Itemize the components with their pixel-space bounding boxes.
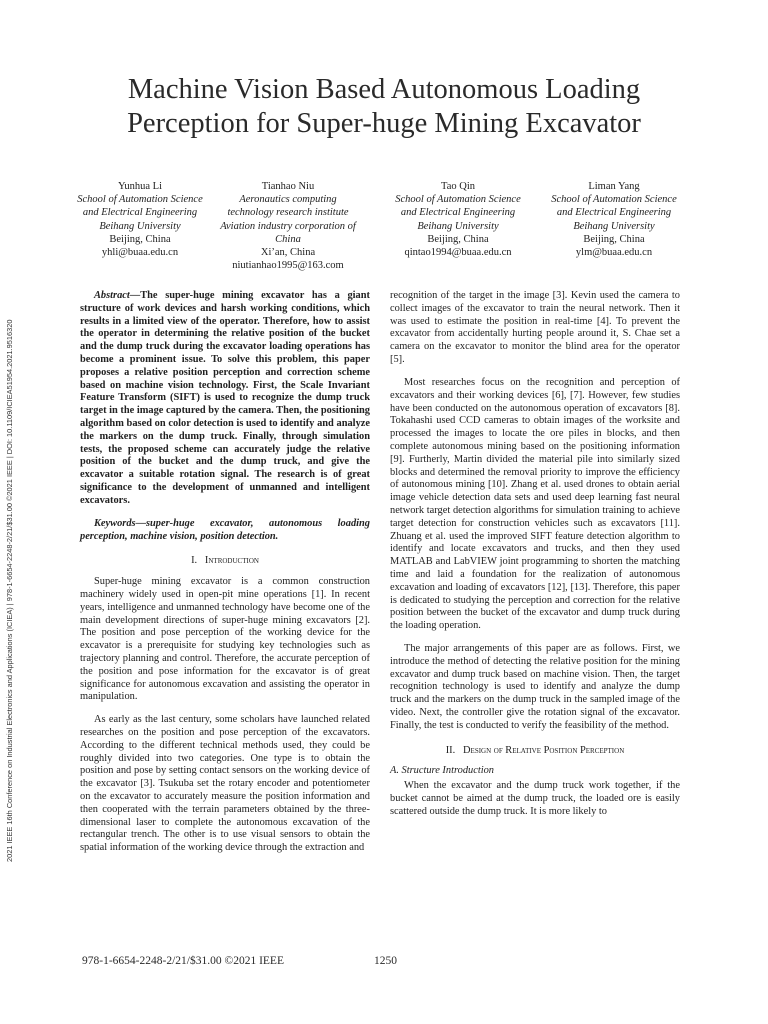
- right-column: [390, 290, 680, 829]
- body-paragraph: recognition of the target in the image [3]. Kevin used the camera to collect images of the excavator to train the neural network. Then it was used to estimate the position in real-time [4]. To prevent the excavator from accidentally hurting people around it, S. Chae set a camera on the excavator to monitor the blind area for the operator [5].: [390, 290, 680, 365]
- author-name: Liman Yang: [588, 181, 640, 192]
- abstract-text: —The super-huge mining excavator has a giant structure of work devices and harsh working conditions, which results in a limited view of the operator. Therefore, how to assist the operator in determining the relative position of the bucket and the dump truck during the excavator loading operations has become a prominent issue. To solve this problem, this paper proposes a relative position perception and correction scheme based on machine vision technology. First, the Scale Invariant Feature Transform (SIFT) is used to recognize the dump truck target in the image captured by the camera. Then, the positioning algorithm based on color detection is used to identify and analyze the markers on the dump truck. Finally, through simulation tests, the proposed scheme can accurately judge the relative position of the bucket and the dump truck, and give the excavator a suitable rotation signal. The research is of great significance to the development of unmanned and intelligent excavators.: [80, 290, 370, 506]
- page-number: 1250: [374, 955, 397, 967]
- author-name: Tao Qin: [441, 181, 475, 192]
- body-paragraph: When the excavator and the dump truck work together, if the bucket cannot be aimed at the dump truck, the loaded ore is easily scattered outside the dump truck. It is more likely to: [390, 780, 680, 817]
- author-affiliation: and Electrical Engineering: [556, 207, 672, 219]
- paper-title: [60, 73, 708, 141]
- author-name: Tianhao Niu: [261, 181, 315, 192]
- author-email[interactable]: ylm@buaa.edu.cn: [575, 247, 653, 259]
- section-title: Introduction: [204, 555, 259, 567]
- footer-copyright: 978-1-6654-2248-2/21/$31.00 ©2021 IEEE: [82, 955, 284, 967]
- author-block-4: [540, 180, 688, 259]
- author-affiliation: China: [275, 233, 301, 245]
- author-affiliation: Beihang University: [417, 220, 499, 232]
- author-affiliation: technology research institute: [227, 207, 349, 219]
- intro-paragraph-2: As early as the last century, some scholars have launched related researches on the position and pose perception of the excavators. According to the different technical methods used, they could be roughly divided into two categories. One type is to obtain the position and pose by setting contact sensors on the working device of the excavator [3]. Tsukuba set the rotary encoder and potentiometer on the excavator to accurately measure the position information and then cooperated with the terrain parameters obtained by the three-dimensional laser to complete the autonomous excavation of the rectangular trench. The other is to use visual sensors to obtain the spatial information of the working device through the extraction and: [80, 714, 370, 854]
- keywords: Keywords—super-huge excavator, autonomous loading perception, machine vision, position detection.: [80, 517, 370, 542]
- intro-paragraph-1: Super-huge mining excavator is a common construction machinery widely used in open-pit mine operations [1]. In recent years, intelligence and unmanned technology have become one of the main development directions of super-huge mining excavators [2]. The position and pose perception of the working device for the excavator is a prerequisite for studying key technologies such as trajectory planning and control. Therefore, the accurate perception of the position and pose information for the excavator is of great significance for autonomous excavation and assisting the operator in manipulation.: [80, 576, 370, 703]
- author-affiliation: Aviation industry corporation of: [220, 220, 356, 232]
- author-affiliation: and Electrical Engineering: [400, 207, 516, 219]
- body-paragraph: Most researches focus on the recognition and perception of excavators and their working devices [6], [7]. However, few studies have been conducted on the autonomous operation of excavators [8]. Tokahashi used CCD cameras to obtain images of the worksite and processed the images to locate the ore piles in blocks, and then complete autonomous mining based on the positioning information [9]. Furtherly, Martin divided the material pile into similarly sized blocks and determined the removal priority to improve the efficiency of autonomous mining [10]. Zhang et al. used drones to obtain aerial image vehicle detection data sets and used deep learning fast neural network target detection algorithms for simulation training to achieve target detection for construction vehicles such as excavators [11]. Zhuang et al. used the improved SIFT feature detection algorithm to identify and locate excavators and trucks, and then they used MATLAB and LabVIEW joint programming to shorten the matching time and laid a foundation for the realization of autonomous excavation and loading of excavators [12], [13]. Therefore, this paper is dedicated to studying the perception and correction for the relative position between the bucket of the excavator and dump truck during the loading operation.: [390, 376, 680, 632]
- subsection-heading: A. Structure Introduction: [390, 765, 494, 777]
- abstract-label: Abstract: [94, 290, 130, 301]
- sidebar-citation: 2021 IEEE 16th Conference on Industrial Electronics and Applications (ICIEA) | 978-1-6654-2248-2/21/$31.00 ©2021 IEEE | DOI: 10.1109/ICIEA51954.2021.9516320: [5, 319, 14, 862]
- author-email[interactable]: qintao1994@buaa.edu.cn: [404, 247, 512, 259]
- author-affiliation: Aeronautics computing: [239, 194, 337, 206]
- title-line-2: Perception for Super-huge Mining Excavator: [127, 108, 641, 139]
- author-location: Beijing, China: [427, 233, 489, 245]
- author-email[interactable]: niutianhao1995@163.com: [232, 260, 344, 272]
- author-affiliation: Beihang University: [573, 220, 655, 232]
- author-block-2: [214, 180, 362, 272]
- author-block-3: [384, 180, 532, 259]
- section-heading-introduction: [80, 555, 370, 568]
- title-line-1: Machine Vision Based Autonomous Loading: [127, 74, 641, 105]
- author-email[interactable]: yhli@buaa.edu.cn: [101, 247, 179, 259]
- author-affiliation: Beihang University: [99, 220, 181, 232]
- author-location: Xi’an, China: [260, 247, 316, 259]
- author-affiliation: School of Automation Science: [77, 194, 203, 206]
- author-block-1: [66, 180, 214, 259]
- author-affiliation: School of Automation Science: [551, 194, 677, 206]
- author-affiliation: School of Automation Science: [395, 194, 521, 206]
- section-number: II.: [445, 744, 456, 756]
- section-heading-design: [390, 745, 680, 758]
- abstract: [80, 290, 370, 508]
- section-number: I.: [191, 555, 198, 567]
- author-location: Beijing, China: [583, 233, 645, 245]
- author-name: Yunhua Li: [117, 181, 163, 192]
- left-column: [80, 290, 370, 865]
- author-location: Beijing, China: [109, 233, 171, 245]
- author-affiliation: and Electrical Engineering: [82, 207, 198, 219]
- section-title: Design of Relative Position Perception: [463, 744, 625, 756]
- body-paragraph: The major arrangements of this paper are as follows. First, we introduce the method of detecting the relative position for the mining excavator and dump truck based on machine vision. Then, the target recognition technology is used to identify and analyze the dump truck and the markers on the dump truck in the sampled image of the video. Next, the controller give the rotation signal of the excavator. Finally, the test is conducted to verify the feasibility of the method.: [390, 643, 680, 731]
